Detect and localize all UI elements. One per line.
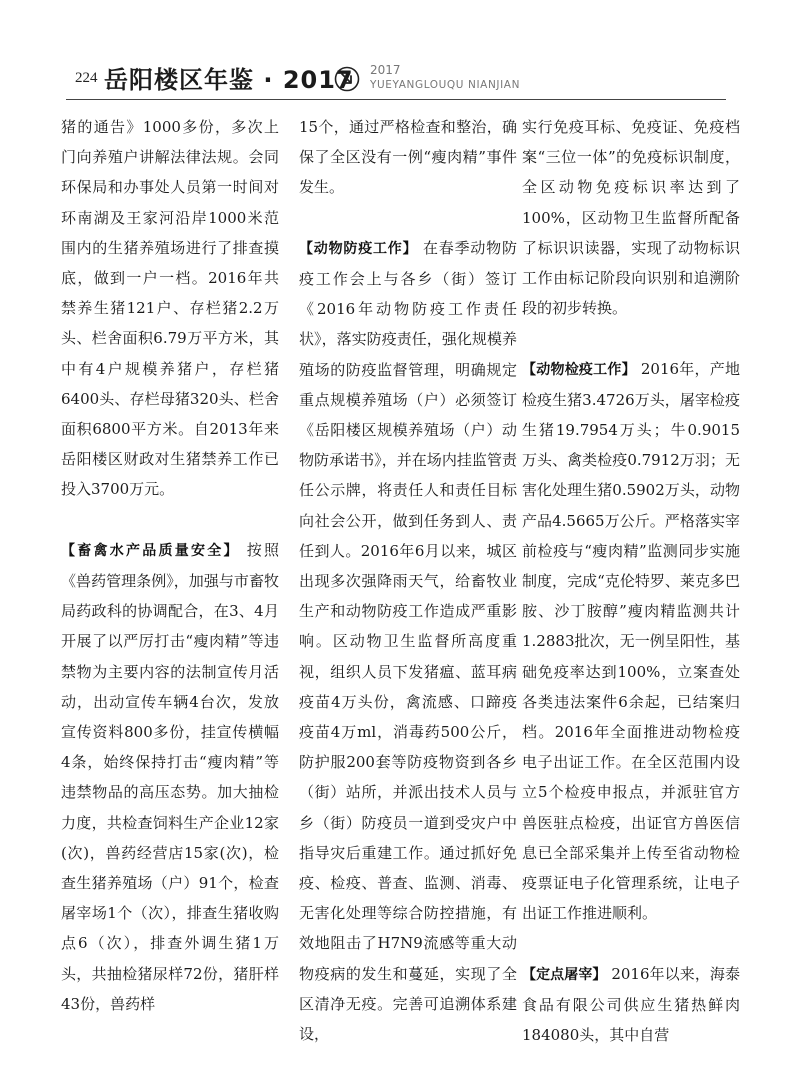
section-spacer [522,323,740,353]
paragraph: 实行免疫耳标、免疫证、免疫档案“三位一体”的免疫标识制度，全区动物免疫标识率达到了100%，区动物卫生监督所配备了标识识读器，实现了动物标识工作由标记阶段向识别和追溯阶段的初步转换。 [522,118,740,318]
text-column-right [522,112,740,1062]
header-year: 2017 [370,63,401,77]
section-text: 2016年，产地检疫生猪3.4726万头，屠宰检疫生猪19.7954万头；牛0.9015万头、禽类检疫0.7912万羽；无害化处理生猪0.5902万头，动物产品4.5665万公斤。严格落实宰前检疫与“瘦肉精”监测同步实施制度，完成“克伦特罗、莱克多巴胺、沙丁胺醇”瘦肉精监测共计1.2883批次，无一例呈阳性，基础免疫率达到100%，立案查处各类违法案件6余起，已结案归档。2016年全面推进动物检疫电子出证工作。在全区范围内设立5个检疫申报点，并派驻官方兽医驻点检疫，出证官方兽医信息已全部采集并上传至省动物检疫票证电子化管理系统，让电子出证工作推进顺利。 [522,359,740,923]
section-spacer [299,203,517,233]
section-heading: 【动物检疫工作】 [522,361,636,378]
section-heading: 【畜禽水产品质量安全】 [61,542,240,559]
page-header [0,0,793,108]
header-pinyin: YUEYANGLOUQU NIANJIAN [370,79,521,91]
section-paragraph [522,959,740,1051]
section-heading: 【定点屠宰】 [522,966,607,983]
page-number: 224 [75,70,98,86]
section-spacer [522,928,740,958]
section-paragraph [299,233,517,1049]
text-column-left [61,112,279,1062]
section-paragraph [522,354,740,929]
section-text: 在春季动物防疫工作会上与各乡（街）签订《2016年动物防疫工作责任状》，落实防疫责任，强化规模养殖场的防疫监督管理，明确规定重点规模养殖场（户）必须签订《岳阳楼区规模养殖场（户）动物防承诺书》，并在场内挂监管责任公示牌，将责任人和责任目标向社会公开，做到任务到人、责任到人。2016年6月以来，城区出现多次强降雨天气，给畜牧业生产和动物防疫工作造成严重影响。区动物卫生监督所高度重视，组织人员下发猪瘟、蓝耳病疫苗4万头份，禽流感、口蹄疫疫苗4万ml，消毒药500公斤，防护服200套等防疫物资到各乡（街）站所，并派出技术人员与乡（街）防疫员一道到受灾户中指导灾后重建工作。通过抓好免疫、检疫、普查、监测、消毒、无害化处理等综合防控措施，有效地阻击了H7N9流感等重大动物疫病的发生和蔓延，实现了全区清净无疫。完善可追溯体系建设， [299,238,517,1044]
section-paragraph [61,535,279,1019]
paragraph: 15个，通过严格检查和整治，确保了全区没有一例“瘦肉精”事件发生。 [299,118,517,197]
paragraph: 猪的通告》1000多份，多次上门向养殖户讲解法律法规。会同环保局和办事处人员第一时间对环南湖及王家河沿岸1000米范围内的生猪养殖场进行了排查摸底，做到一户一档。2016年共禁养生猪121户、存栏猪2.2万头、栏舍面积6.79万平方米，其中有4户规模养猪户，存栏猪6400头、存栏母猪320头、栏舍面积6800平方米。自2013年来岳阳楼区财政对生猪禁养工作已投入3700万元。 [61,118,279,499]
section-spacer [61,505,279,535]
header-divider [66,99,726,100]
circle-arrow-logo-icon [334,66,360,92]
text-column-middle [299,112,517,1062]
yearbook-title: 岳阳楼区年鉴 · 2017 [104,66,354,94]
section-text: 2016年以来，海泰食品有限公司供应生猪热鲜肉184080头，其中自营 [522,964,740,1045]
section-heading: 【动物防疫工作】 [299,240,418,257]
section-text: 按照《兽药管理条例》，加强与市畜牧局药政科的协调配合，在3、4月开展了以严厉打击“瘦肉精”等违禁物为主要内容的法制宣传月活动，出动宣传车辆4台次，发放宣传资料800多份，挂宣传横幅4条，始终保持打击“瘦肉精”等违禁物品的高压态势。加大抽检力度，共检查饲料生产企业12家(次)，兽药经营店15家(次)，检查生猪养殖场（户）91个，检查屠宰场1个（次），排查生猪收购点6（次），排查外调生猪1万头，共抽检猪尿样72份，猪肝样43份，兽药样 [61,540,279,1013]
